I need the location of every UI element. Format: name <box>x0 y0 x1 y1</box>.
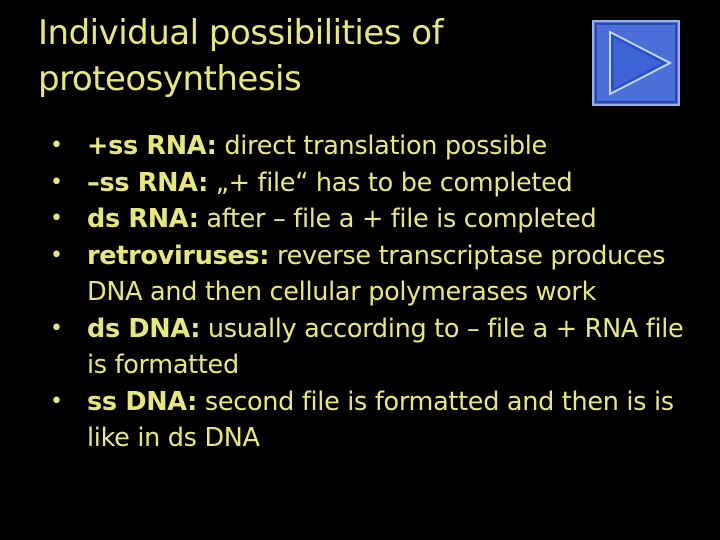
bullet-list <box>50 128 710 457</box>
bullet-icon: • <box>50 242 63 268</box>
bullet-term: –ss RNA: <box>87 167 208 198</box>
play-triangle-icon <box>592 20 680 106</box>
list-item <box>50 128 710 165</box>
bullet-term: +ss RNA: <box>87 131 217 161</box>
bullet-icon: • <box>50 315 63 341</box>
list-item <box>50 384 710 457</box>
title-line-2: proteosynthesis <box>38 59 302 99</box>
slide-title <box>38 10 578 102</box>
next-slide-button[interactable] <box>592 20 680 106</box>
bullet-icon: • <box>50 388 63 414</box>
bullet-description: reverse transcriptase produces DNA and then cellular polymerases work <box>87 240 666 307</box>
bullet-description: after – file a + file is completed <box>198 204 597 234</box>
bullet-term: ds RNA: <box>87 204 199 234</box>
bullet-icon: • <box>50 169 63 195</box>
list-item <box>50 311 710 384</box>
bullet-term: ds DNA: <box>87 313 201 344</box>
bullet-term: retroviruses: <box>87 240 270 271</box>
bullet-description: „+ file“ has to be completed <box>207 167 573 198</box>
list-item <box>50 201 710 238</box>
bullet-description: usually according to – file a + RNA file is formatted <box>87 313 684 380</box>
bullet-description: direct translation possible <box>216 131 547 161</box>
title-line-1: Individual possibilities of <box>38 13 444 53</box>
bullet-icon: • <box>50 206 63 231</box>
bullet-description: second file is formatted and then is is like in ds DNA <box>87 386 674 453</box>
list-item <box>50 165 710 202</box>
bullet-icon: • <box>50 133 63 158</box>
list-item <box>50 238 710 311</box>
bullet-term: ss DNA: <box>87 386 198 417</box>
